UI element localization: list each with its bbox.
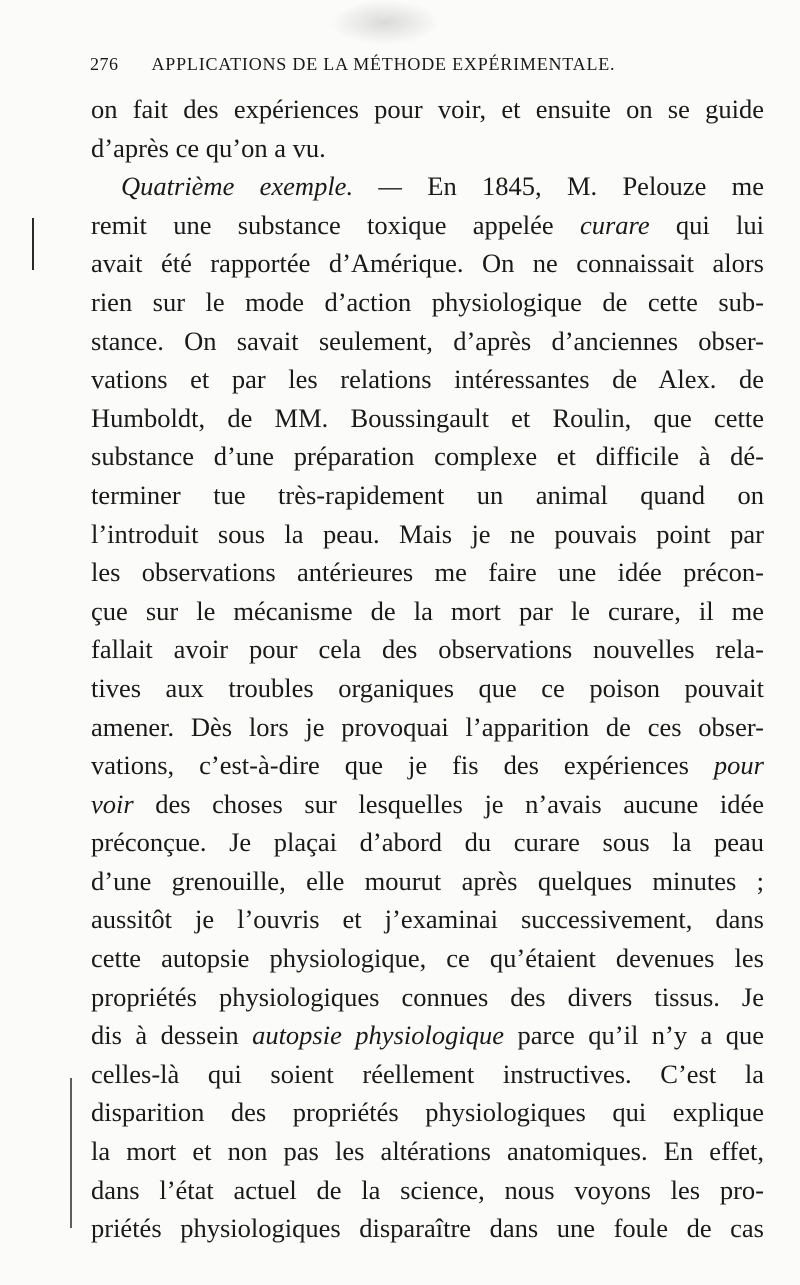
italic-pour: pour (713, 750, 764, 781)
text-line: stance. On savait seulement, d’après d’anciennes obser- (91, 325, 764, 356)
text-line: substance d’une préparation complexe et difficile à dé- (91, 441, 764, 472)
text-line: avait été rapportée d’Amérique. On ne connaissait alors (91, 248, 764, 279)
running-head: APPLICATIONS DE LA MÉTHODE EXPÉRIMENTALE. (151, 54, 616, 74)
paper-stain (330, 0, 440, 45)
text-line: terminer tue très-rapidement un animal quand on (91, 479, 764, 510)
text-line: la mort et non pas les altérations anatomiques. En effet, (91, 1136, 764, 1167)
italic-autopsie-physiologique: autopsie physiologique (252, 1020, 504, 1051)
text-line: dis à dessein autopsie physiologique parce qu’il n’y a que (91, 1020, 764, 1051)
page-number: 276 (90, 54, 119, 74)
text-line: propriétés physiologiques connues des divers tissus. Je (91, 981, 764, 1012)
italic-voir: voir (91, 788, 134, 819)
text-line: vations, c’est-à-dire que je fis des expériences pour (91, 750, 764, 781)
text-line: d’une grenouille, elle mourut après quelques minutes ; (91, 865, 764, 896)
text-line: disparition des propriétés physiologiques qui explique (91, 1097, 764, 1128)
text-line: amener. Dès lors je provoquai l’apparition de ces obser- (91, 711, 764, 742)
text-line: préconçue. Je plaçai d’abord du curare sous la peau (91, 827, 764, 858)
text-line: fallait avoir pour cela des observations nouvelles rela- (91, 634, 764, 665)
body-text (91, 90, 764, 1248)
text-line: d’après ce qu’on a vu. (91, 132, 326, 163)
text-line: Quatrième exemple. — En 1845, M. Pelouze me (121, 171, 764, 202)
text-line: les observations antérieures me faire une idée précon- (91, 557, 764, 588)
page-header (90, 54, 690, 75)
text-line: remit une substance toxique appelée curare qui lui (91, 209, 764, 240)
margin-pencil-mark-bottom (70, 1078, 72, 1228)
text-line: voir des choses sur lesquelles je n’avais aucune idée (91, 788, 764, 819)
text-line: on fait des expériences pour voir, et ensuite on se guide (91, 94, 764, 124)
text-line: çue sur le mécanisme de la mort par le curare, il me (91, 595, 764, 626)
text-line: l’introduit sous la peau. Mais je ne pouvais point par (91, 518, 764, 549)
text-line: dans l’état actuel de la science, nous voyons les pro- (91, 1174, 764, 1205)
text-line: rien sur le mode d’action physiologique de cette sub- (91, 286, 764, 317)
text-line: cette autopsie physiologique, ce qu’étaient devenues les (91, 943, 764, 974)
text-line: Humboldt, de MM. Boussingault et Roulin, que cette (91, 402, 764, 433)
margin-pencil-mark-top (32, 218, 34, 270)
italic-curare: curare (579, 209, 650, 240)
text-line: tives aux troubles organiques que ce poison pouvait (91, 672, 764, 703)
example-heading: Quatrième exemple. — (121, 171, 402, 202)
text-line: aussitôt je l’ouvris et j’examinai successivement, dans (91, 904, 764, 935)
text-line: vations et par les relations intéressantes de Alex. de (91, 364, 764, 395)
text-line: celles-là qui soient réellement instructives. C’est la (91, 1058, 764, 1089)
text-line: priétés physiologiques disparaître dans une foule de cas (91, 1213, 764, 1244)
